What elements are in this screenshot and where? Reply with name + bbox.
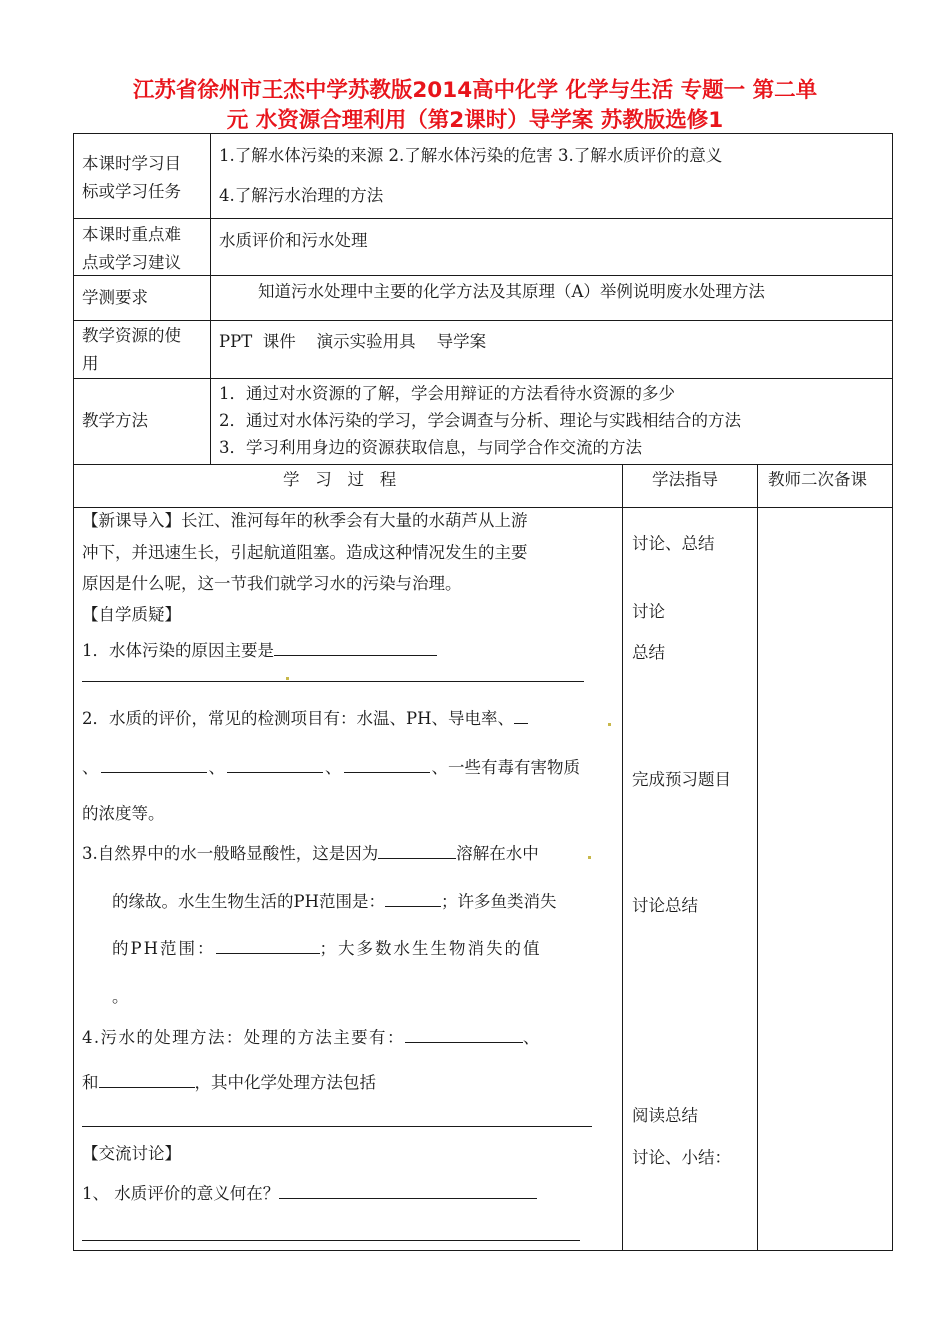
- row-content-methods: 1．通过对水资源的了解，学会用辩证的方法看待水资源的多少 2．通过对水体污染的学习，学会调查与分析、理论与实践相结合的方法 3．学习利用身边的资源获取信息，与同学合作交流的方法: [219, 384, 741, 457]
- row-label-keypoints: 本课时重点难 点或学习建议: [82, 225, 181, 272]
- answer-blank[interactable]: [216, 935, 320, 954]
- self-study-heading: 【自学质疑】: [82, 605, 181, 624]
- header-process: 学 习 过 程: [283, 470, 397, 489]
- label-column-divider: [210, 133, 211, 464]
- row-divider: [73, 320, 893, 321]
- row-content-objectives: 1.了解水体污染的来源 2.了解水体污染的危害 3.了解水质评价的意义 4.了解污水治理的方法: [219, 146, 723, 205]
- question-3-line-4: 。: [112, 987, 129, 1006]
- answer-blank[interactable]: [405, 1024, 523, 1043]
- answer-line[interactable]: [82, 681, 584, 682]
- row-label-requirements: 学测要求: [82, 288, 148, 307]
- teacher-column-divider: [757, 464, 758, 1251]
- mark-dot: [588, 856, 591, 859]
- guide-note: 阅读总结: [632, 1106, 698, 1125]
- answer-line[interactable]: [82, 1126, 592, 1127]
- intro-line-2: 冲下，并迅速生长，引起航道阻塞。造成这种情况发生的主要: [82, 543, 528, 562]
- title-line-1: 江苏省徐州市王杰中学苏教版2014高中化学 化学与生活 专题一 第二单: [132, 78, 818, 103]
- row-divider: [73, 218, 893, 219]
- answer-blank[interactable]: [99, 1069, 195, 1088]
- row-label-objectives: 本课时学习目 标或学习任务: [82, 154, 181, 201]
- answer-blank[interactable]: [227, 754, 323, 773]
- document-title: [60, 76, 890, 136]
- table-top-border: [73, 133, 893, 134]
- header-guide: 学法指导: [652, 470, 718, 489]
- table-bottom-border: [73, 1250, 893, 1251]
- table-left-border: [73, 133, 74, 1251]
- guide-column-divider: [622, 464, 623, 1251]
- title-line-2: 元 水资源合理利用（第2课时）导学案 苏教版选修1: [226, 108, 724, 133]
- row-content-requirements: 知道污水处理中主要的化学方法及其原理（A）举例说明废水处理方法: [258, 282, 765, 301]
- guide-note: 讨论总结: [632, 896, 698, 915]
- question-3-line-3: 的PH范围： ；大多数水生生物消失的值: [112, 935, 542, 963]
- discussion-question-1: 1、 水质评价的意义何在？: [82, 1180, 537, 1208]
- row-label-methods: 教学方法: [82, 411, 148, 430]
- guide-note: 完成预习题目: [632, 770, 731, 789]
- discussion-heading: 【交流讨论】: [82, 1144, 181, 1163]
- question-2-line-1: 2．水质的评价，常见的检测项目有：水温、PH、导电率、: [82, 705, 528, 733]
- guide-note: 讨论、总结: [632, 534, 715, 553]
- question-3-line-2: 的缘故。水生生物生活的PH范围是： ；许多鱼类消失: [112, 888, 557, 916]
- table-right-border: [892, 133, 893, 1251]
- intro-line-1: 【新课导入】长江、淮河每年的秋季会有大量的水葫芦从上游: [82, 511, 528, 530]
- answer-blank[interactable]: [101, 754, 207, 773]
- intro-line-3: 原因是什么呢，这一节我们就学习水的污染与治理。: [82, 574, 462, 593]
- answer-blank[interactable]: [344, 754, 430, 773]
- question-4-line-1: 4.污水的处理方法：处理的方法主要有： 、: [82, 1024, 541, 1052]
- row-content-resources: PPT 课件 演示实验用具 导学案: [219, 332, 487, 351]
- answer-blank[interactable]: [385, 888, 441, 907]
- question-3-line-1: 3.自然界中的水一般略显酸性，这是因为 溶解在水中: [82, 840, 539, 868]
- guide-note: 总结: [632, 643, 665, 662]
- row-divider: [73, 275, 893, 276]
- row-label-resources: 教学资源的使 用: [82, 326, 181, 373]
- answer-blank[interactable]: [274, 637, 437, 656]
- question-1: 1．水体污染的原因主要是: [82, 637, 437, 665]
- question-4-line-2: 和 ，其中化学处理方法包括: [82, 1069, 376, 1097]
- answer-line[interactable]: [82, 1240, 580, 1241]
- header-teacher: 教师二次备课: [768, 470, 867, 489]
- mark-dot: [286, 677, 289, 680]
- answer-blank[interactable]: [514, 705, 528, 724]
- row-content-keypoints: 水质评价和污水处理: [219, 231, 368, 250]
- guide-note: 讨论、小结：: [632, 1148, 731, 1167]
- mark-dot: [608, 723, 611, 726]
- guide-note: 讨论: [632, 602, 665, 621]
- row-divider: [73, 378, 893, 379]
- answer-blank[interactable]: [279, 1180, 537, 1199]
- row-divider: [73, 464, 893, 465]
- question-2-line-3: 的浓度等。: [82, 804, 165, 823]
- question-2-line-2: 、 、 、 、一些有毒有害物质: [82, 754, 580, 782]
- answer-blank[interactable]: [378, 840, 456, 859]
